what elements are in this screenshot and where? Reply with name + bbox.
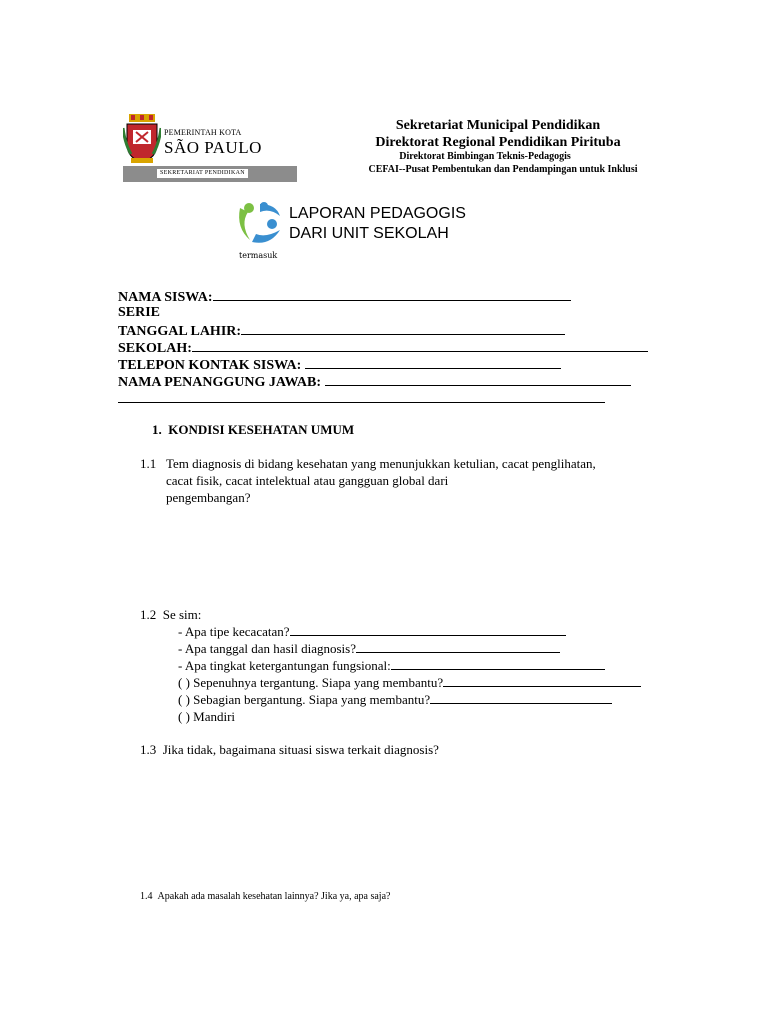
question-1-2-item-1 <box>178 623 566 640</box>
item-3-text: - Apa tingkat ketergantungan fungsional: <box>178 658 391 673</box>
field-sekolah-label: SEKOLAH: <box>118 341 192 356</box>
penanggung-input-line[interactable] <box>325 372 631 386</box>
inclusion-people-icon <box>230 194 286 250</box>
question-1-2-option-2 <box>178 691 612 708</box>
question-1-4 <box>140 891 390 902</box>
option-2-text[interactable]: ( ) Sebagian bergantung. Siapa yang membantu? <box>178 692 431 707</box>
sao-paulo-logo <box>123 112 297 184</box>
field-telepon-label: TELEPON KONTAK SISWA: <box>118 358 302 373</box>
penanggung-continuation-line[interactable] <box>118 402 605 403</box>
nama-siswa-input-line[interactable] <box>213 287 571 301</box>
sao-paulo-crest-icon <box>123 114 161 164</box>
item-1-text: - Apa tipe kecacatan? <box>178 624 290 639</box>
field-penanggung-label: NAMA PENANGGUNG JAWAB: <box>118 375 321 390</box>
header-line-3: Direktorat Bimbingan Teknis-Pedagogis <box>399 151 571 162</box>
question-1-2-option-3[interactable]: ( ) Mandiri <box>178 709 236 724</box>
question-1-1-line-3: pengembangan? <box>166 490 251 505</box>
question-1-2-item-3 <box>178 657 605 674</box>
question-1-3-text: Jika tidak, bagaimana situasi siswa terkait diagnosis? <box>162 742 439 757</box>
option-1-input-line[interactable] <box>443 674 641 687</box>
question-1-4-text: Apakah ada masalah kesehatan lainnya? Jika ya, apa saja? <box>157 891 391 902</box>
question-1-2-heading <box>140 606 201 623</box>
item-2-text: - Apa tanggal dan hasil diagnosis? <box>178 641 356 656</box>
question-1-3-number: 1.3 <box>140 742 157 757</box>
report-title-line-1: LAPORAN PEDAGOGIS <box>289 205 466 222</box>
option-2-input-line[interactable] <box>430 691 612 704</box>
logo-bar-text: SEKRETARIAT PENDIDIKAN <box>157 169 248 178</box>
question-1-1-line-1: Tem diagnosis di bidang kesehatan yang menunjukkan ketulian, cacat penglihatan, <box>166 456 596 471</box>
question-1-4-number: 1.4 <box>140 891 153 902</box>
question-1-2-item-2 <box>178 640 560 657</box>
field-serie <box>118 304 160 321</box>
option-1-text[interactable]: ( ) Sepenuhnya tergantung. Siapa yang membantu? <box>178 675 444 690</box>
tanggal-lahir-input-line[interactable] <box>241 321 565 335</box>
item-2-input-line[interactable] <box>356 640 560 653</box>
question-1-2-intro: Se sim: <box>162 607 202 622</box>
field-penanggung-jawab <box>118 372 631 391</box>
field-serie-label: SERIE <box>118 305 161 320</box>
question-1-2-number: 1.2 <box>140 607 157 622</box>
inclusion-logo-label: termasuk <box>239 251 278 260</box>
section-1-title: KONDISI KESEHATAN UMUM <box>168 422 355 437</box>
question-1-2-option-1 <box>178 674 641 691</box>
section-1-number: 1. <box>152 422 162 437</box>
field-nama-siswa-label: NAMA SISWA: <box>118 290 213 305</box>
inclusion-logo <box>230 194 286 270</box>
telepon-input-line[interactable] <box>305 355 561 369</box>
section-1-heading <box>152 422 354 438</box>
question-1-1-number: 1.1 <box>140 456 157 471</box>
sekolah-input-line[interactable] <box>192 338 648 352</box>
report-title-line-2: DARI UNIT SEKOLAH <box>289 225 449 242</box>
question-1-3 <box>140 741 439 758</box>
logo-bar <box>123 166 297 182</box>
item-1-input-line[interactable] <box>290 623 566 636</box>
header-line-4: CEFAI--Pusat Pembentukan dan Pendampingan untuk Inklusi <box>368 164 638 175</box>
item-3-input-line[interactable] <box>391 657 605 670</box>
question-1-1-line-2: cacat fisik, cacat intelektual atau gangguan global dari <box>166 473 449 488</box>
logo-city-name: SÃO PAULO <box>164 138 262 157</box>
field-nama-siswa <box>118 287 571 306</box>
header-line-1: Sekretariat Municipal Pendidikan <box>395 118 601 133</box>
logo-small-text: PEMERINTAH KOTA <box>164 128 242 137</box>
header-line-2: Direktorat Regional Pendidikan Pirituba <box>375 135 621 150</box>
field-tanggal-lahir-label: TANGGAL LAHIR: <box>118 324 242 339</box>
